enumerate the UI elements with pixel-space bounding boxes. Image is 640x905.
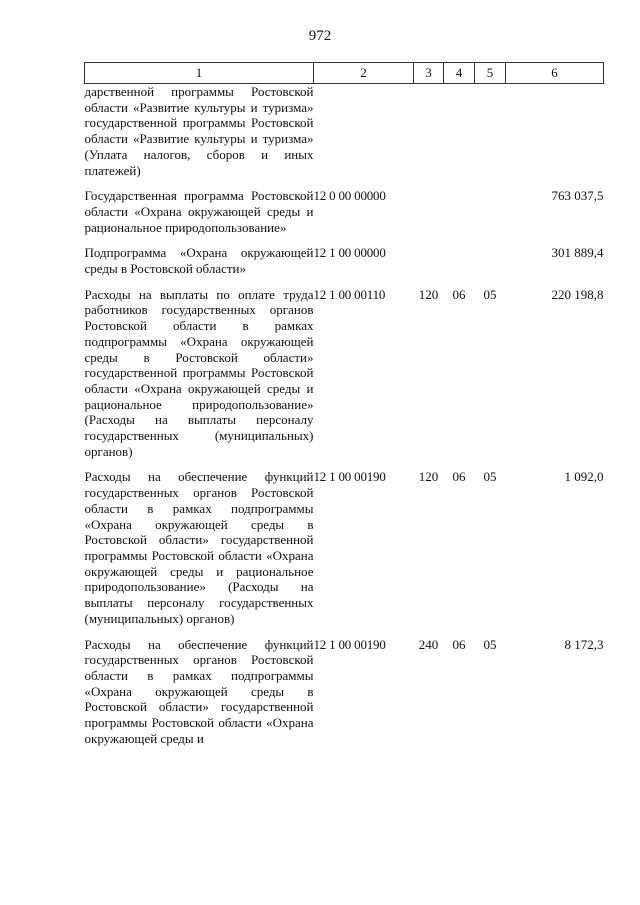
- table-row: [85, 245, 604, 286]
- row-description: Подпрограмма «Охрана окружающей среды в Ростовской области»: [84, 245, 314, 277]
- row-expense-type: [414, 188, 444, 245]
- table-row: [85, 188, 604, 245]
- row-code: 12 1 00 00000: [313, 245, 386, 261]
- row-code: 12 0 00 00000: [313, 188, 386, 204]
- row-description: Расходы на обеспечение функций государственных органов Ростовской области в рамках подпрограммы «Охрана окружающей среды в Ростовской области» государственной программы Ростовской области «Охрана окружающей среды и: [84, 636, 314, 746]
- row-section: [444, 188, 475, 245]
- row-subsection: [475, 84, 506, 189]
- row-code: [314, 84, 414, 189]
- row-subsection: 05: [483, 286, 497, 302]
- row-expense-type: 120: [418, 286, 439, 302]
- row-amount: 301 889,4: [551, 245, 604, 261]
- row-code: 12 1 00 00190: [313, 636, 386, 652]
- column-header-3: 3: [414, 63, 444, 84]
- column-header-4: 4: [444, 63, 475, 84]
- row-code: 12 1 00 00190: [313, 469, 386, 485]
- row-section: 06: [452, 636, 466, 652]
- row-description: дарственной программы Ростовской области «Развитие культуры и туризма» государственной программы Ростовской области «Развитие культуры и туризма» (Уплата налогов, сборов и иных платежей): [84, 84, 314, 178]
- row-amount: 8 172,3: [564, 636, 604, 652]
- row-amount: [506, 84, 604, 189]
- row-amount: 220 198,8: [551, 286, 604, 302]
- column-header-2: 2: [314, 63, 414, 84]
- row-subsection: 05: [483, 469, 497, 485]
- budget-table: [84, 62, 604, 746]
- row-subsection: [475, 188, 506, 245]
- page-number: 972: [308, 28, 332, 44]
- column-header-1: 1: [85, 63, 314, 84]
- row-section: [444, 84, 475, 189]
- row-description: Государственная программа Ростовской области «Охрана окружающей среды и рациональное природопользование»: [84, 188, 314, 235]
- row-code: 12 1 00 00110: [313, 286, 386, 302]
- column-header-5: 5: [475, 63, 506, 84]
- row-description: Расходы на выплаты по оплате труда работников государственных органов Ростовской области в рамках подпрограммы «Охрана окружающей среды в Ростовской области» государственной программы Ростовской области «Охрана окружающей среды и рациональное природопользование» (Расходы на выплаты персоналу государственных (муниципальных) органов): [84, 286, 314, 459]
- row-expense-type: [414, 84, 444, 189]
- column-header-6: 6: [506, 63, 604, 84]
- row-section: 06: [452, 469, 466, 485]
- table-row: [85, 637, 604, 747]
- table-row: [85, 84, 604, 189]
- row-amount: 763 037,5: [551, 188, 604, 204]
- row-expense-type: 120: [418, 469, 439, 485]
- table-header-row: [85, 63, 604, 84]
- row-expense-type: [414, 245, 444, 286]
- row-description: Расходы на обеспечение функций государственных органов Ростовской области в рамках подпрограммы «Охрана окружающей среды в Ростовской области» государственной программы Ростовской области «Охрана окружающей среды и рациональное природопользование» (Расходы на выплаты персоналу государственных (муниципальных) органов): [84, 469, 314, 626]
- row-section: [444, 245, 475, 286]
- row-expense-type: 240: [418, 636, 439, 652]
- row-section: 06: [452, 286, 466, 302]
- row-subsection: [475, 245, 506, 286]
- row-amount: 1 092,0: [564, 469, 604, 485]
- table-row: [85, 469, 604, 636]
- table-row: [85, 287, 604, 470]
- row-subsection: 05: [483, 636, 497, 652]
